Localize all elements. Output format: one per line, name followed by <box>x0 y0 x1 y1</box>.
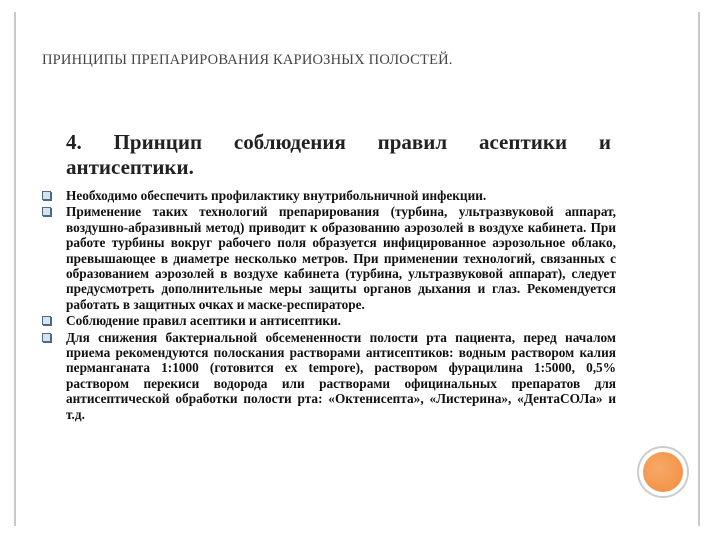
bullet-text: Необходимо обеспечить профилактику внутрибольничной инфекции. <box>66 188 487 203</box>
subtitle-line-1: 4. Принцип соблюдения правил асептики и <box>66 130 611 154</box>
bullet-text: Соблюдение правил асептики и антисептики. <box>66 313 342 329</box>
decorative-orange-circle <box>643 452 683 492</box>
list-item <box>42 188 616 203</box>
bullet-text: Применение таких технологий препарирования (турбина, ультразвуковой аппарат, воздушно-абразивный метод) приводит к образованию аэрозолей в воздухе кабинета. При работе турбины вокруг рабочего поля образуется инфицированное аэрозольное облако, превышающее в диаметре несколько метров. При применении технологий, связанных с образованием аэрозолей в воздухе кабинета (турбина, ультразвуковой аппарат), следует предусмотреть дополнительные меры защиты органов дыхания и глаз. Рекомендуется работать в защитных очках и маске-респираторе. <box>66 204 616 312</box>
square-bullet-icon <box>42 333 51 342</box>
bullet-text: Для снижения бактериальной обсемененности полости рта пациента, перед началом приема рекомендуются полоскания растворами антисептиков: водным раствором калия перманганата 1:1000 (готовится ex tempore), раствором фурацилина 1:5000, 0,5% раствором перекиси водорода или растворами официнальных препаратов для антисептической обработки полости рта: «Октенисепта», «Листерина», «ДентаСОЛа» и т.д. <box>66 329 616 422</box>
list-item <box>42 204 616 312</box>
list-item <box>42 330 616 422</box>
slide-subtitle <box>66 130 611 180</box>
bullet-list <box>42 188 616 423</box>
square-bullet-icon <box>42 316 51 325</box>
square-bullet-icon <box>42 207 51 216</box>
list-item <box>42 313 616 328</box>
square-bullet-icon <box>42 191 51 200</box>
subtitle-line-2: антисептики. <box>66 155 194 179</box>
slide-title: ПРИНЦИПЫ ПРЕПАРИРОВАНИЯ КАРИОЗНЫХ ПОЛОСТЕЙ. <box>42 52 453 68</box>
